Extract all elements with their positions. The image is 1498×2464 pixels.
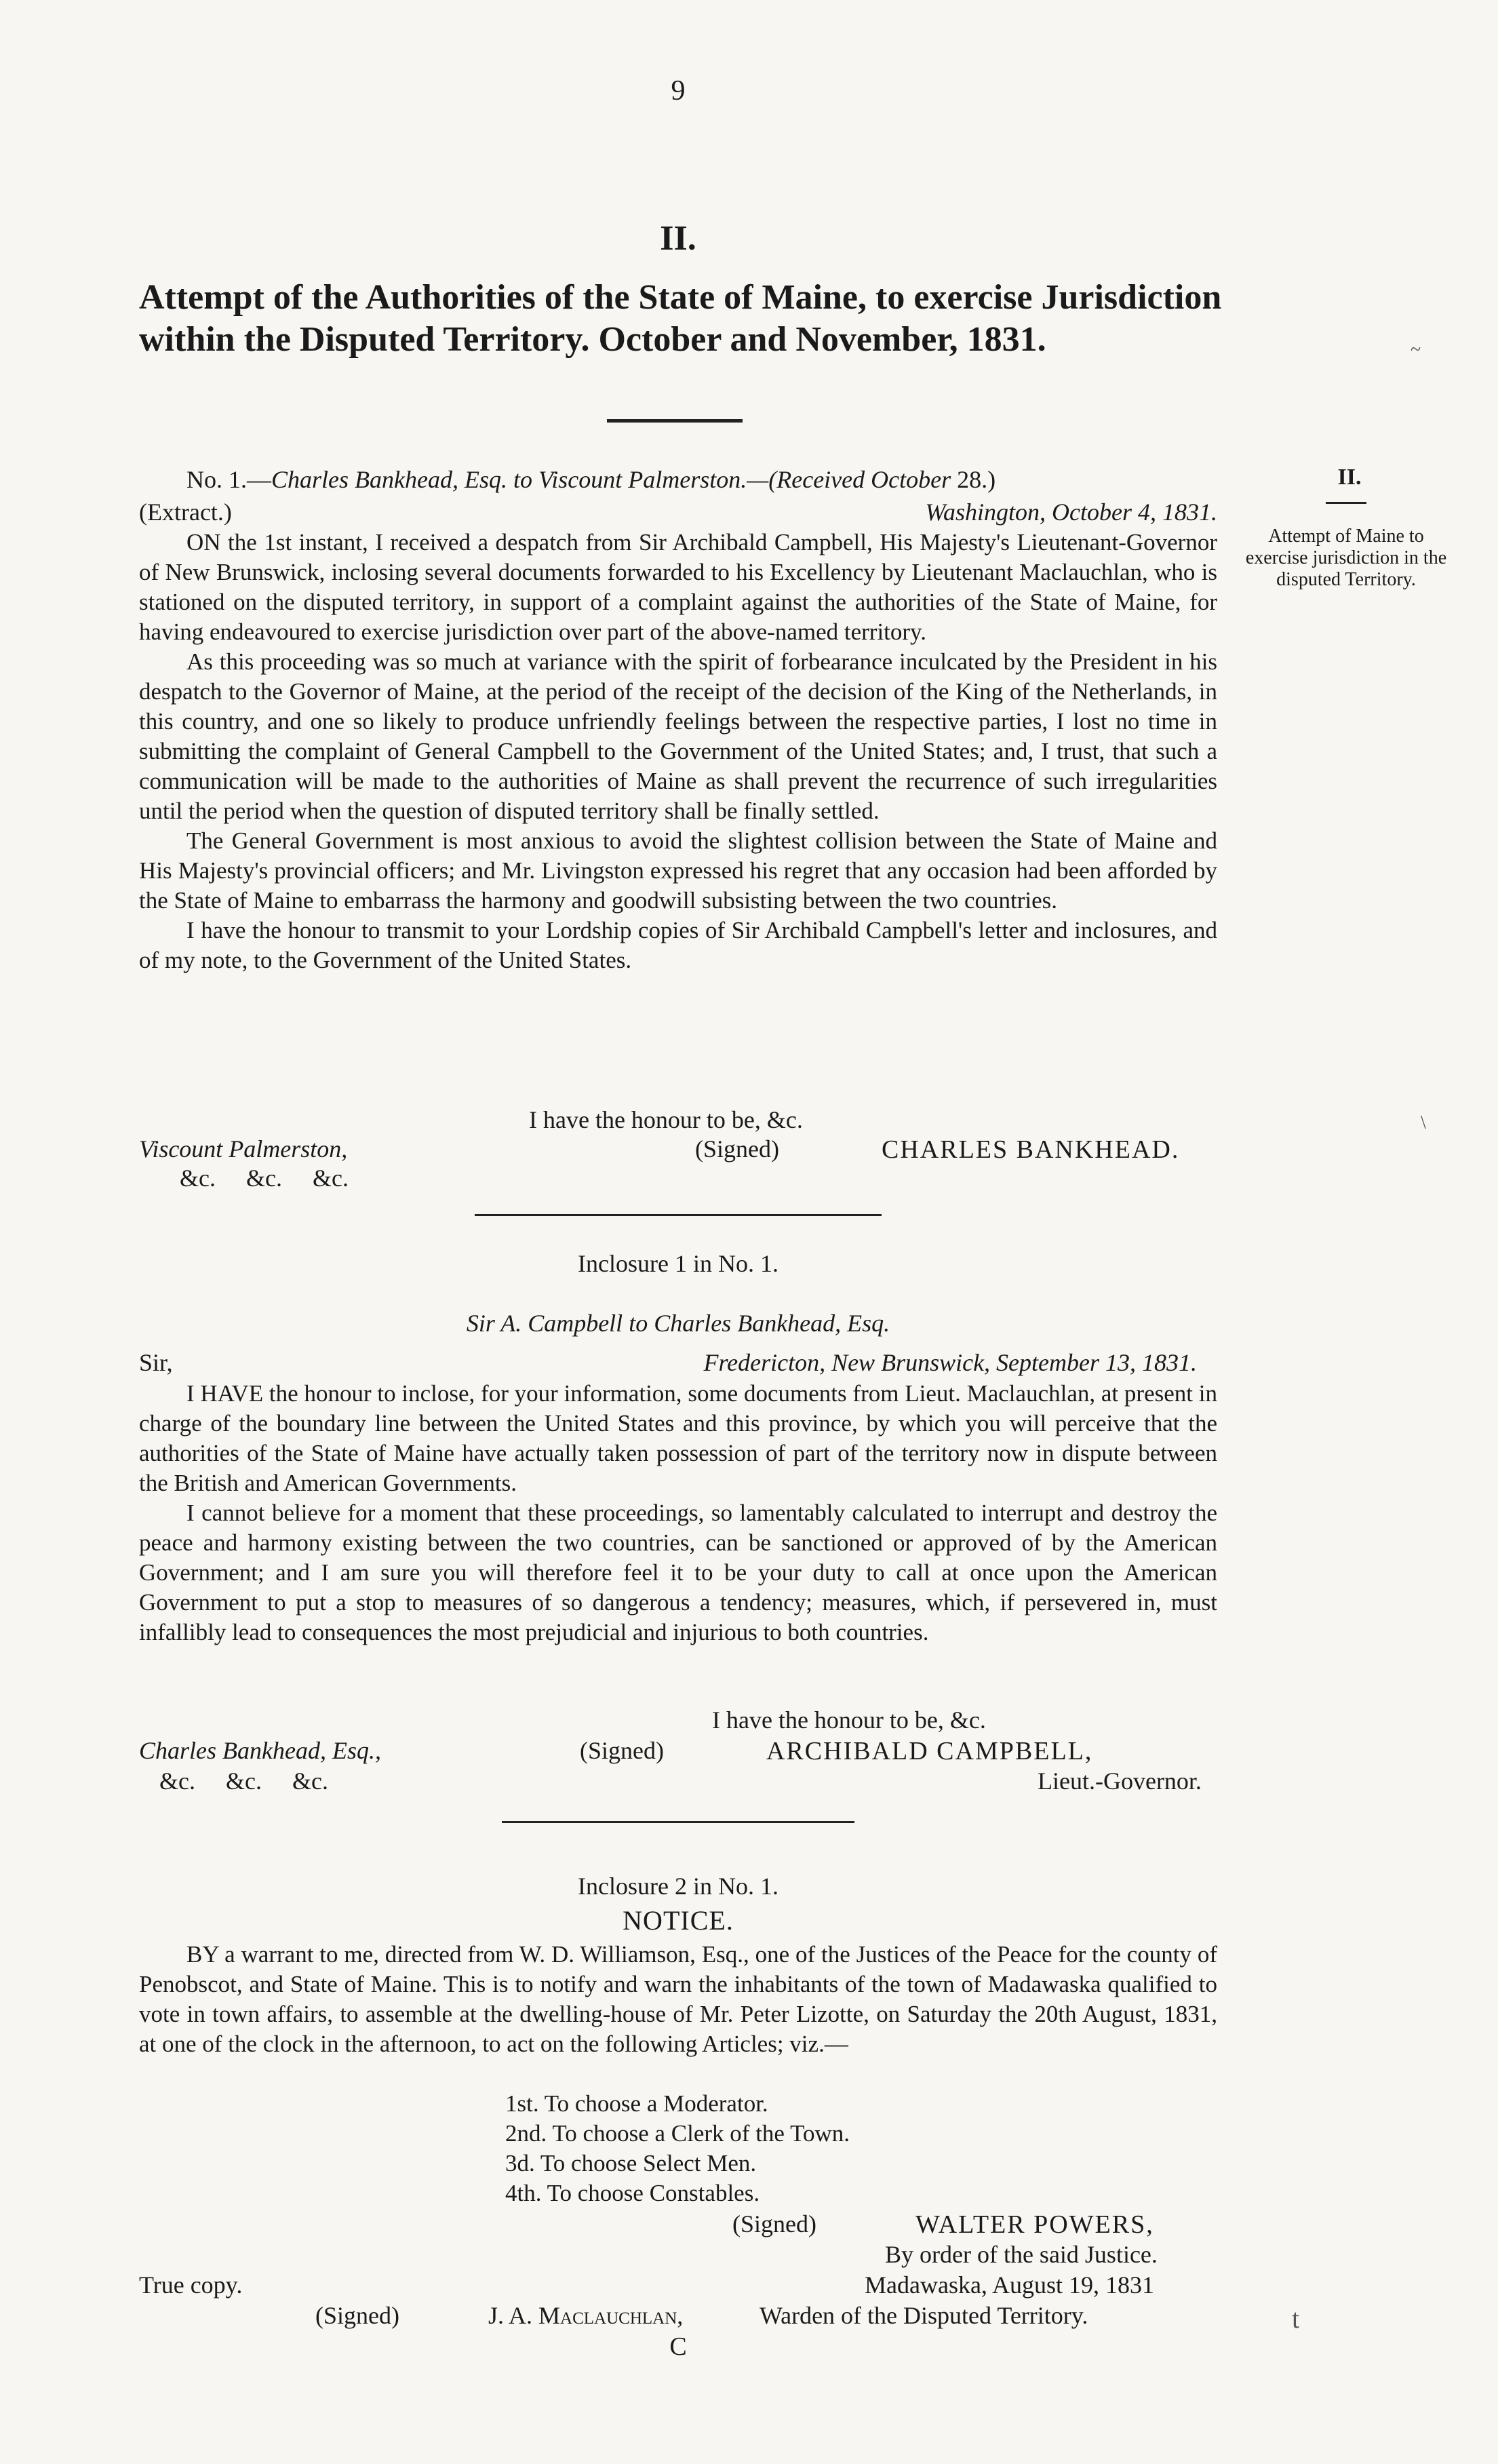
inclosure1-signatory: ARCHIBALD CAMPBELL, xyxy=(766,1737,1093,1765)
letter-signed: (Signed) xyxy=(695,1135,779,1162)
letter-body xyxy=(139,528,1217,975)
stray-mark: t xyxy=(1292,2303,1300,2334)
inclosure2-heading: Inclosure 2 in No. 1. xyxy=(578,1873,778,1900)
notice-paragraph: BY a warrant to me, directed from W. D. Williamson, Esq., one of the Justices of the Peace for the county of Penobscot, and State of Maine. This is to notify and warn the inhabitants of the town of Madawaska qualified to vote in town affairs, to assemble at the dwelling-house of Mr. Peter Lizotte, on Saturday the 20th August, 1831, at one of the clock in the afternoon, to act on the following Articles; viz.— xyxy=(139,1941,1217,2057)
inclosure1-paragraph: I cannot believe for a moment that these proceedings, so lamentably calculated to interrupt and destroy the peace and harmony existing between the two countries, can be sanctioned or approved of by the American Government; and I am sure you will therefore feel it to be your duty to call at once upon the American Government to put a stop to measures of so dangerous a tendency; measures, which, if persevered in, must infallibly lead to consequences the most prejudicial and injurious to both countries. xyxy=(139,1500,1217,1645)
inclosure1-addressee: Charles Bankhead, Esq., xyxy=(139,1737,381,1764)
notice-signatory: WALTER POWERS, xyxy=(915,2210,1154,2239)
inclosure1-body xyxy=(139,1379,1217,1647)
section-number: II. xyxy=(660,219,696,258)
inclosure1-signed: (Signed) xyxy=(580,1737,664,1764)
true-copy-label: True copy. xyxy=(139,2271,243,2299)
letter-paragraph: The General Government is most anxious to avoid the slightest collision between the State of Maine and His Majesty's provincial officers; and Mr. Livingston expressed his regret that any occasion had been afforded by the State of Maine to embarrass the harmony and goodwill subsisting between the two countries. xyxy=(139,827,1217,914)
section-divider xyxy=(475,1214,882,1216)
inclosure1-place-date: Fredericton, New Brunswick, September 13, 1831. xyxy=(703,1349,1197,1376)
stray-mark: \ xyxy=(1421,1112,1426,1133)
notice-signed: (Signed) xyxy=(732,2210,816,2237)
inclosure1-addressee-etc: &c. &c. &c. xyxy=(159,1767,328,1795)
title-rule xyxy=(607,419,743,423)
margin-rule xyxy=(1326,502,1366,504)
inclosure1-salutation: Sir, xyxy=(139,1349,173,1376)
letter-place-date: Washington, October 4, 1831. xyxy=(925,498,1217,526)
margin-heading: II. xyxy=(1337,465,1362,490)
final-title: Warden of the Disputed Territory. xyxy=(760,2302,1088,2329)
letter-paragraph: ON the 1st instant, I received a despatch from Sir Archibald Campbell, His Majesty's Lieutenant-Governor of New Brunswick, inclosing several documents forwarded to his Excellency by Lieutenant Maclauchlan, who is stationed on the disputed territory, in support of a complaint against the authorities of the State of Maine, for having endeavoured to exercise jurisdiction over part of the above-named territory. xyxy=(139,529,1217,645)
stray-mark: ~ xyxy=(1411,339,1421,360)
extract-label: (Extract.) xyxy=(139,498,232,526)
letter-signatory: CHARLES BANKHEAD. xyxy=(882,1135,1180,1164)
inclosure1-heading: Inclosure 1 in No. 1. xyxy=(578,1250,778,1277)
letter-addressee-etc: &c. &c. &c. xyxy=(180,1165,349,1192)
inclosure1-subheading: Sir A. Campbell to Charles Bankhead, Esq. xyxy=(466,1310,890,1337)
articles-list xyxy=(505,2089,1048,2208)
letter-heading-title: Charles Bankhead, Esq. to Viscount Palmerston.—(Received October xyxy=(271,466,951,493)
article-item: 3d. To choose Select Men. xyxy=(505,2150,757,2176)
inclosure1-signatory-title: Lieut.-Governor. xyxy=(1038,1767,1202,1795)
letter-heading-received: 28.) xyxy=(951,466,996,493)
margin-note: Attempt of Maine to exercise jurisdiction in the disputed Territory. xyxy=(1245,526,1447,590)
final-signed: (Signed) xyxy=(315,2302,399,2329)
letter-number: No. 1.— xyxy=(186,466,271,493)
final-name: J. A. Maclauchlan, xyxy=(488,2302,684,2329)
notice-signatory-title: By order of the said Justice. xyxy=(885,2241,1158,2268)
signature-mark: C xyxy=(669,2332,687,2361)
section-title: Attempt of the Authorities of the State of Maine, to exercise Jurisdiction within the Disputed Territory. October and November, 1831. xyxy=(139,278,1222,359)
notice-heading: NOTICE. xyxy=(623,1905,734,1936)
inclosure1-closing: I have the honour to be, &c. xyxy=(712,1706,986,1734)
page-number: 9 xyxy=(671,75,686,106)
letter-paragraph: As this proceeding was so much at variance with the spirit of forbearance inculcated by the President in his despatch to the Governor of Maine, at the period of the receipt of the decision of the King of the Netherlands, in this country, and one so likely to produce unfriendly feelings between the respective parties, I lost no time in submitting the complaint of General Campbell to the Government of the United States; and, I trust, that such a communication will be made to the authorities of Maine as shall prevent the recurrence of such irregularities until the period when the question of disputed territory shall be finally settled. xyxy=(139,648,1217,824)
notice-place-date: Madawaska, August 19, 1831 xyxy=(865,2271,1154,2299)
section-divider xyxy=(502,1821,854,1823)
article-item: 4th. To choose Constables. xyxy=(505,2180,760,2206)
article-item: 1st. To choose a Moderator. xyxy=(505,2090,768,2117)
letter-closing: I have the honour to be, &c. xyxy=(529,1106,803,1133)
inclosure1-paragraph: I HAVE the honour to inclose, for your information, some documents from Lieut. Maclauchlan, at present in charge of the boundary line between the United States and this province, by which you will perceive that the authorities of the State of Maine have actually taken possession of part of the territory now in dispute between the British and American Governments. xyxy=(139,1380,1217,1496)
letter-addressee: Viscount Palmerston, xyxy=(139,1135,348,1162)
letter-paragraph: I have the honour to transmit to your Lordship copies of Sir Archibald Campbell's letter and inclosures, and of my note, to the Government of the United States. xyxy=(139,917,1217,973)
article-item: 2nd. To choose a Clerk of the Town. xyxy=(505,2120,850,2147)
letter-heading xyxy=(186,465,1217,494)
